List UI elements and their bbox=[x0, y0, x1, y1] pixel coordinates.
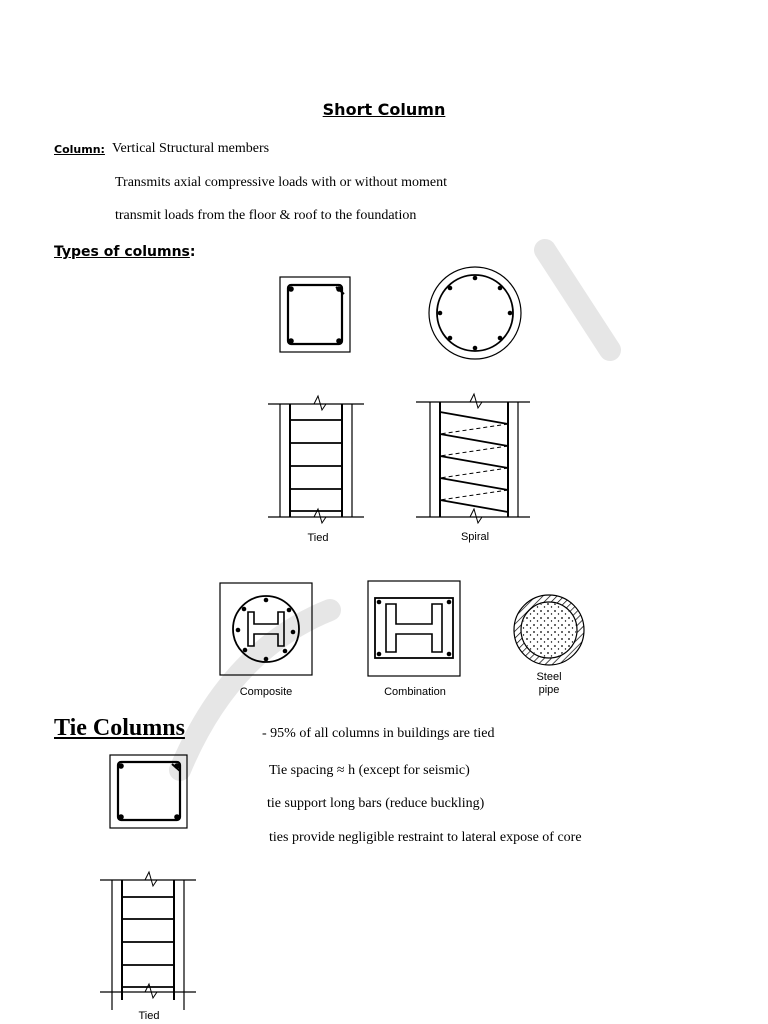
tied-label: Tied bbox=[307, 532, 329, 544]
combination-section-icon bbox=[368, 581, 460, 676]
spiral-label: Spiral bbox=[460, 531, 490, 543]
column-definition-line-3: transmit loads from the floor & roof to the foundation bbox=[115, 208, 417, 223]
tie-point-1: - 95% of all columns in buildings are tied bbox=[262, 726, 495, 741]
spiral-elevation-icon bbox=[416, 394, 530, 523]
tie-columns-heading: Tie Columns bbox=[54, 715, 185, 741]
column-definition-line-2: Transmits axial compressive loads with or without moment bbox=[115, 175, 447, 190]
steel-pipe-label-line-1: Steel bbox=[536, 671, 562, 683]
tied-elevation-icon bbox=[268, 396, 364, 523]
tie-point-3: tie support long bars (reduce buckling) bbox=[267, 796, 485, 811]
tie-figure-label: Tied bbox=[138, 1010, 160, 1022]
tied-section-icon bbox=[280, 277, 350, 352]
tie-point-2: Tie spacing ≈ h (except for seismic) bbox=[269, 763, 470, 778]
composite-section-icon bbox=[220, 583, 312, 675]
spiral-section-icon bbox=[429, 267, 521, 359]
tie-point-4: ties provide negligible restraint to lateral expose of core bbox=[269, 830, 582, 845]
tie-column-elevation-icon bbox=[100, 872, 196, 1010]
column-definition-line-1: Vertical Structural members bbox=[112, 141, 270, 156]
steel-pipe-label-line-2: pipe bbox=[538, 684, 560, 696]
tie-column-section-icon bbox=[110, 755, 187, 828]
column-label: Column: bbox=[54, 143, 105, 156]
types-heading-text: Types of columns bbox=[54, 244, 190, 260]
types-heading-colon: : bbox=[189, 244, 196, 260]
composite-label: Composite bbox=[239, 686, 293, 698]
page-title: Short Column bbox=[322, 100, 446, 119]
combination-label: Combination bbox=[384, 686, 446, 698]
steel-pipe-section-icon bbox=[514, 595, 584, 665]
